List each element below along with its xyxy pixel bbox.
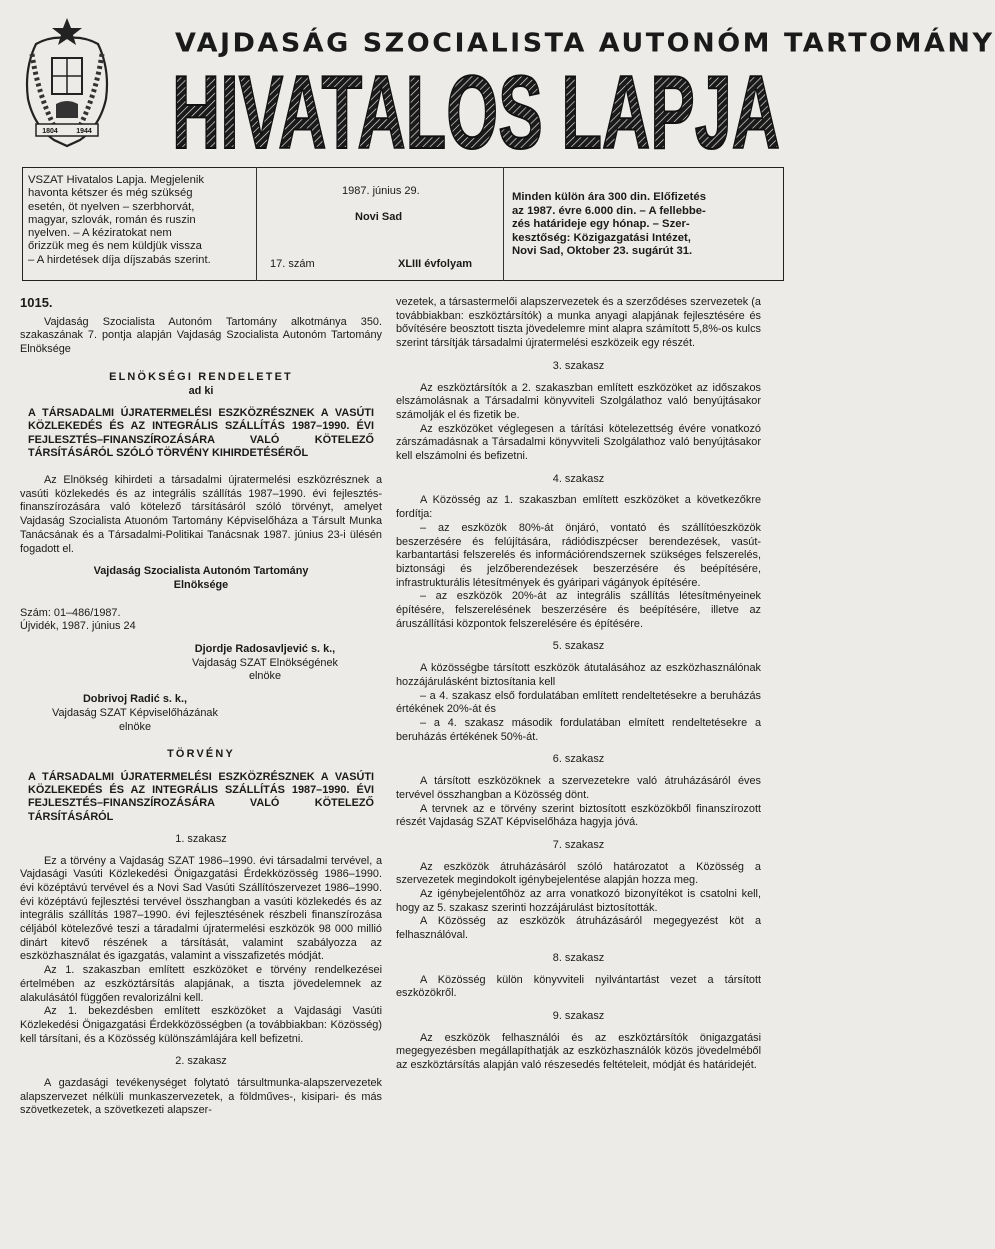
section-heading: 4. szakasz	[552, 472, 605, 485]
section-paragraph: Ez a törvény a Vajdaság SZAT 1986–1990. évi társadalmi tervével, a Vajdasági Vasúti Közlekedési Önigazgatási Érdekközösség 1986–1990. évi középtávú tervével és a Novi Sad Vasúti Szállítószervezet 1986–1990. évi középtávú fejlesztési tervével összhangban a vasúti közlekedés és az integrális szállítás 1987–1990. évi fejlesztésének részbeli finanszírozása céljából kötelezővé teszi a táradalmi újratermelési eszközök 98 000 millió dinárt kitevő részének a társítását, valamint szabályozza az eszközhasználat és igazgatás, valamint a visszafizetés módját.	[20, 854, 382, 963]
price-line: az 1987. évre 6.000 din. – A fellebbe-	[512, 204, 706, 217]
section-paragraph: – az eszközök 80%-át önjáró, vontató és szállítóeszközök beszerzésére és felújítására, rádiódiszpécser berendezések, vasút-karbantartási felszerelés és információrendszernek szükséges felszerelés, biztonsági és jelzőberendezések beszerzésére és beépítésére, infrastrukturális létesítmények és gyáripari vágányok építésére.	[396, 521, 761, 589]
section-heading: 8. szakasz	[552, 951, 605, 964]
signatory-title: Vajdaság SZAT Elnökségének	[192, 656, 338, 669]
section-heading: 7. szakasz	[552, 838, 605, 851]
section-paragraph: A Közösség az eszközök átruházásáról megegyezést köt a felhasználóval.	[396, 915, 761, 942]
section-paragraph: A tervnek az e törvény szerint biztosított eszközökből finanszírozott részét Vajdaság SZAT Képviselőháza hagyja jóvá.	[396, 802, 761, 829]
info-line: havonta kétszer és még szükség	[28, 187, 193, 200]
signatory-title: Vajdaság SZAT Képviselőházának	[52, 706, 218, 719]
publication-info	[28, 174, 260, 267]
price-line: zés határideje egy hónap. – Szer-	[512, 218, 690, 231]
section-heading: 6. szakasz	[552, 753, 605, 766]
section-paragraph: – az eszközök 20%-át az integrális szállítás létesítményeinek építésére, felszerelésének beszerzésére és beépítésére, illetve az áruszállítási központok felszerelésére és építésére.	[396, 590, 761, 630]
signatory-name: Dobrivoj Radić s. k.,	[82, 693, 188, 706]
section-paragraph: – a 4. szakasz első fordulatában említett rendeltetésekre a beruházás értékének 20%-át és	[396, 689, 761, 716]
section-paragraph: A gazdasági tevékenységet folytató társultmunka-alapszervezetek alapszervezet nélküli munkaszervezetek, a földműves-, kisipari- és más szövetkezetek, a szövetkezeti alapszer-	[20, 1077, 382, 1117]
section-paragraph: A társított eszközöknek a szervezetekre való átruházásáról éves tervével összhangban a Közösség dönt.	[396, 775, 761, 801]
masthead-title-text: HIVATALOS LAPJA	[172, 55, 780, 171]
reference-number: Szám: 01–486/1987.	[20, 606, 121, 619]
law-title: A TÁRSADALMI ÚJRATERMELÉSI ESZKÖZRÉSZNEK A VASÚTI KÖZLEKEDÉS ÉS AZ INTEGRÁLIS SZÁLLÍTÁS 1987–1990. ÉVI FEJLESZTÉS–FINANSZÍROZÁSÁRA VALÓ KÖTELEZŐ TÁRSÍTÁSÁRÓL	[28, 770, 374, 823]
section-paragraph: Az 1. bekezdésben említett eszközöket a Vajdasági Vasúti Közlekedési Önigazgatási Érdekközösségben (a továbbiakban: Közösség) kell társítani, és a Közösség különszámlájára kell befizetni.	[20, 1005, 382, 1045]
document-number: 1015.	[20, 295, 53, 310]
law-heading: TÖRVÉNY	[167, 748, 235, 761]
section-heading: 5. szakasz	[552, 640, 605, 653]
section-paragraph: Az 1. szakaszban említett eszközöket e törvény rendelkezései értelmében az eszköztársítás alapjának, a tiszta jövedelemnek az alakulásától függően revalorizálni kell.	[20, 964, 382, 1004]
right-column	[396, 296, 761, 1073]
coat-of-arms-emblem	[14, 14, 120, 154]
section-paragraph: Az igénybejelentőhöz az arra vonatkozó bizonyítékot is csatolni kell, hogy az 5. szakasz szerinti hozzájárulást biztosították.	[396, 888, 761, 914]
section-paragraph: A közösségbe társított eszközök átutalásához az eszközhasználónak hozzájárulásként biztosítania kell	[396, 662, 761, 688]
section-paragraph: A Közösség az 1. szakaszban említett eszközöket a következőkre fordítja:	[396, 494, 761, 521]
section-heading: 2. szakasz	[175, 1055, 227, 1068]
left-column	[20, 296, 382, 1118]
price-info	[512, 191, 777, 259]
decree-title: A TÁRSADALMI ÚJRATERMELÉSI ESZKÖZRÉSZNEK A VASÚTI KÖZLEKEDÉS ÉS AZ INTEGRÁLIS SZÁLLÍTÁS 1987–1990. ÉVI FEJLESZTÉS–FINANSZÍROZÁSÁRA VALÓ KÖTELEZŐ TÁRSÍTÁSÁRÓL SZÓLÓ TÖRVÉNY KIHIRDETÉSÉRŐL	[28, 407, 374, 459]
decree-heading: ELNÖKSÉGI RENDELETET	[109, 370, 293, 383]
section-paragraph: Az eszközöket véglegesen a tárítási kötelezettség évére vonatkozó zárszámadásnak a Társadalmi könyvviteli Szolgálathoz való benyújtásakor kell elszámolni és befizetni.	[396, 422, 761, 463]
info-line: nyelven. – A kéziratokat nem	[28, 227, 172, 240]
info-line: őrizzük meg és nem küldjük vissza	[28, 240, 202, 253]
issue-volume: XLIII évfolyam	[398, 258, 472, 270]
section-paragraph: A Közösség külön könyvviteli nyilvántartást vezet a társított eszközökről.	[396, 973, 761, 1000]
reference-date: Újvidék, 1987. június 24	[20, 620, 136, 633]
info-line: esetén, öt nyelven – szerbhorvát,	[28, 200, 195, 213]
signatory-name: Djordje Radosavljević s. k.,	[194, 643, 336, 656]
section-heading: 9. szakasz	[552, 1009, 605, 1022]
section-heading: 3. szakasz	[552, 359, 605, 372]
decree-subheading: ad ki	[188, 384, 214, 397]
section-paragraph: – a 4. szakasz második fordulatában elmített rendeltetésekre a beruházás értékének 50%-át.	[396, 716, 761, 743]
price-line: kesztőség: Közigazgatási Intézet,	[512, 231, 691, 244]
publisher-line: VAJDASÁG SZOCIALISTA AUTONÓM TARTOMÁNY	[175, 28, 995, 59]
presidency-signature: Vajdaság Szocialista Autonóm Tartomány Elnöksége	[93, 565, 309, 591]
intro-paragraph: Vajdaság Szocialista Autonóm Tartomány alkotmánya 350. szakaszának 7. pontja alapján Vajdaság Szocialista Autonóm Tartomány Elnöksége	[20, 315, 382, 356]
section-paragraph: Az eszközök felhasználói és az eszköztársítók önigazgatási megegyezésben megállapíthatják az eszközhasználók közös jövedelméből az eszköztársítás alapján való részesedés feltételeit, módját és határidejét.	[396, 1031, 761, 1072]
decree-body: Az Elnökség kihirdeti a társadalmi újratermelési eszközrésznek a vasúti közlekedés és az integrális szállítás 1987–1990. évi fejlesztés-finanszírozására való kötelező társításáról szóló törvényt, amelyet Vajdaság Szocialista Atuonóm Tartomány Képviselőháza a Társult Munka Tanácsának és a Társadalmi-Politikai Tanácsnak 1987. június 23-i ülésén fogadott el.	[20, 474, 382, 555]
section-heading: 1. szakasz	[175, 832, 227, 845]
issue-date: 1987. június 29.	[342, 185, 420, 197]
section-paragraph: Az eszköztársítók a 2. szakaszban említett eszközöket az időszakos elszámolásnak a Társadalmi könyvviteli Szolgálathoz való benyújtásakor számolják el és fizetik be.	[396, 381, 761, 421]
info-line: – A hirdetések díja díjszabás szerint.	[28, 253, 211, 266]
masthead-title	[172, 55, 782, 171]
emblem-year-right: 1944	[76, 128, 92, 135]
price-line: Minden külön ára 300 din. Előfizetés	[512, 191, 706, 203]
signatory-role: elnöke	[248, 670, 282, 683]
info-line: magyar, szlovák, román és ruszin	[28, 213, 196, 226]
section-paragraph: vezetek, a társastermelői alapszervezetek és a szerződéses szervezetek (a továbbiakban: eszköztársítók) a munka anyagi alapjának fejlesztésére és bővítésére beosztott tiszta jövedelemre mint alapra számított 5,8%-os kulcs szerint társítják társadalmi újratermelési eszközeik egy részét.	[396, 296, 761, 350]
info-divider-right	[503, 167, 504, 281]
price-line: Novi Sad, Oktober 23. sugárút 31.	[512, 245, 693, 258]
section-paragraph: Az eszközök átruházásáról szóló határozatot a Közösség a szervezetek megindokolt igénybejelentése alapján hozza meg.	[396, 860, 761, 887]
issue-number: 17. szám	[270, 258, 315, 270]
issue-place: Novi Sad	[355, 211, 403, 223]
signatory-role: elnöke	[118, 720, 152, 733]
info-line: VSZAT Hivatalos Lapja. Megjelenik	[28, 174, 205, 186]
emblem-year-left: 1804	[42, 128, 58, 135]
